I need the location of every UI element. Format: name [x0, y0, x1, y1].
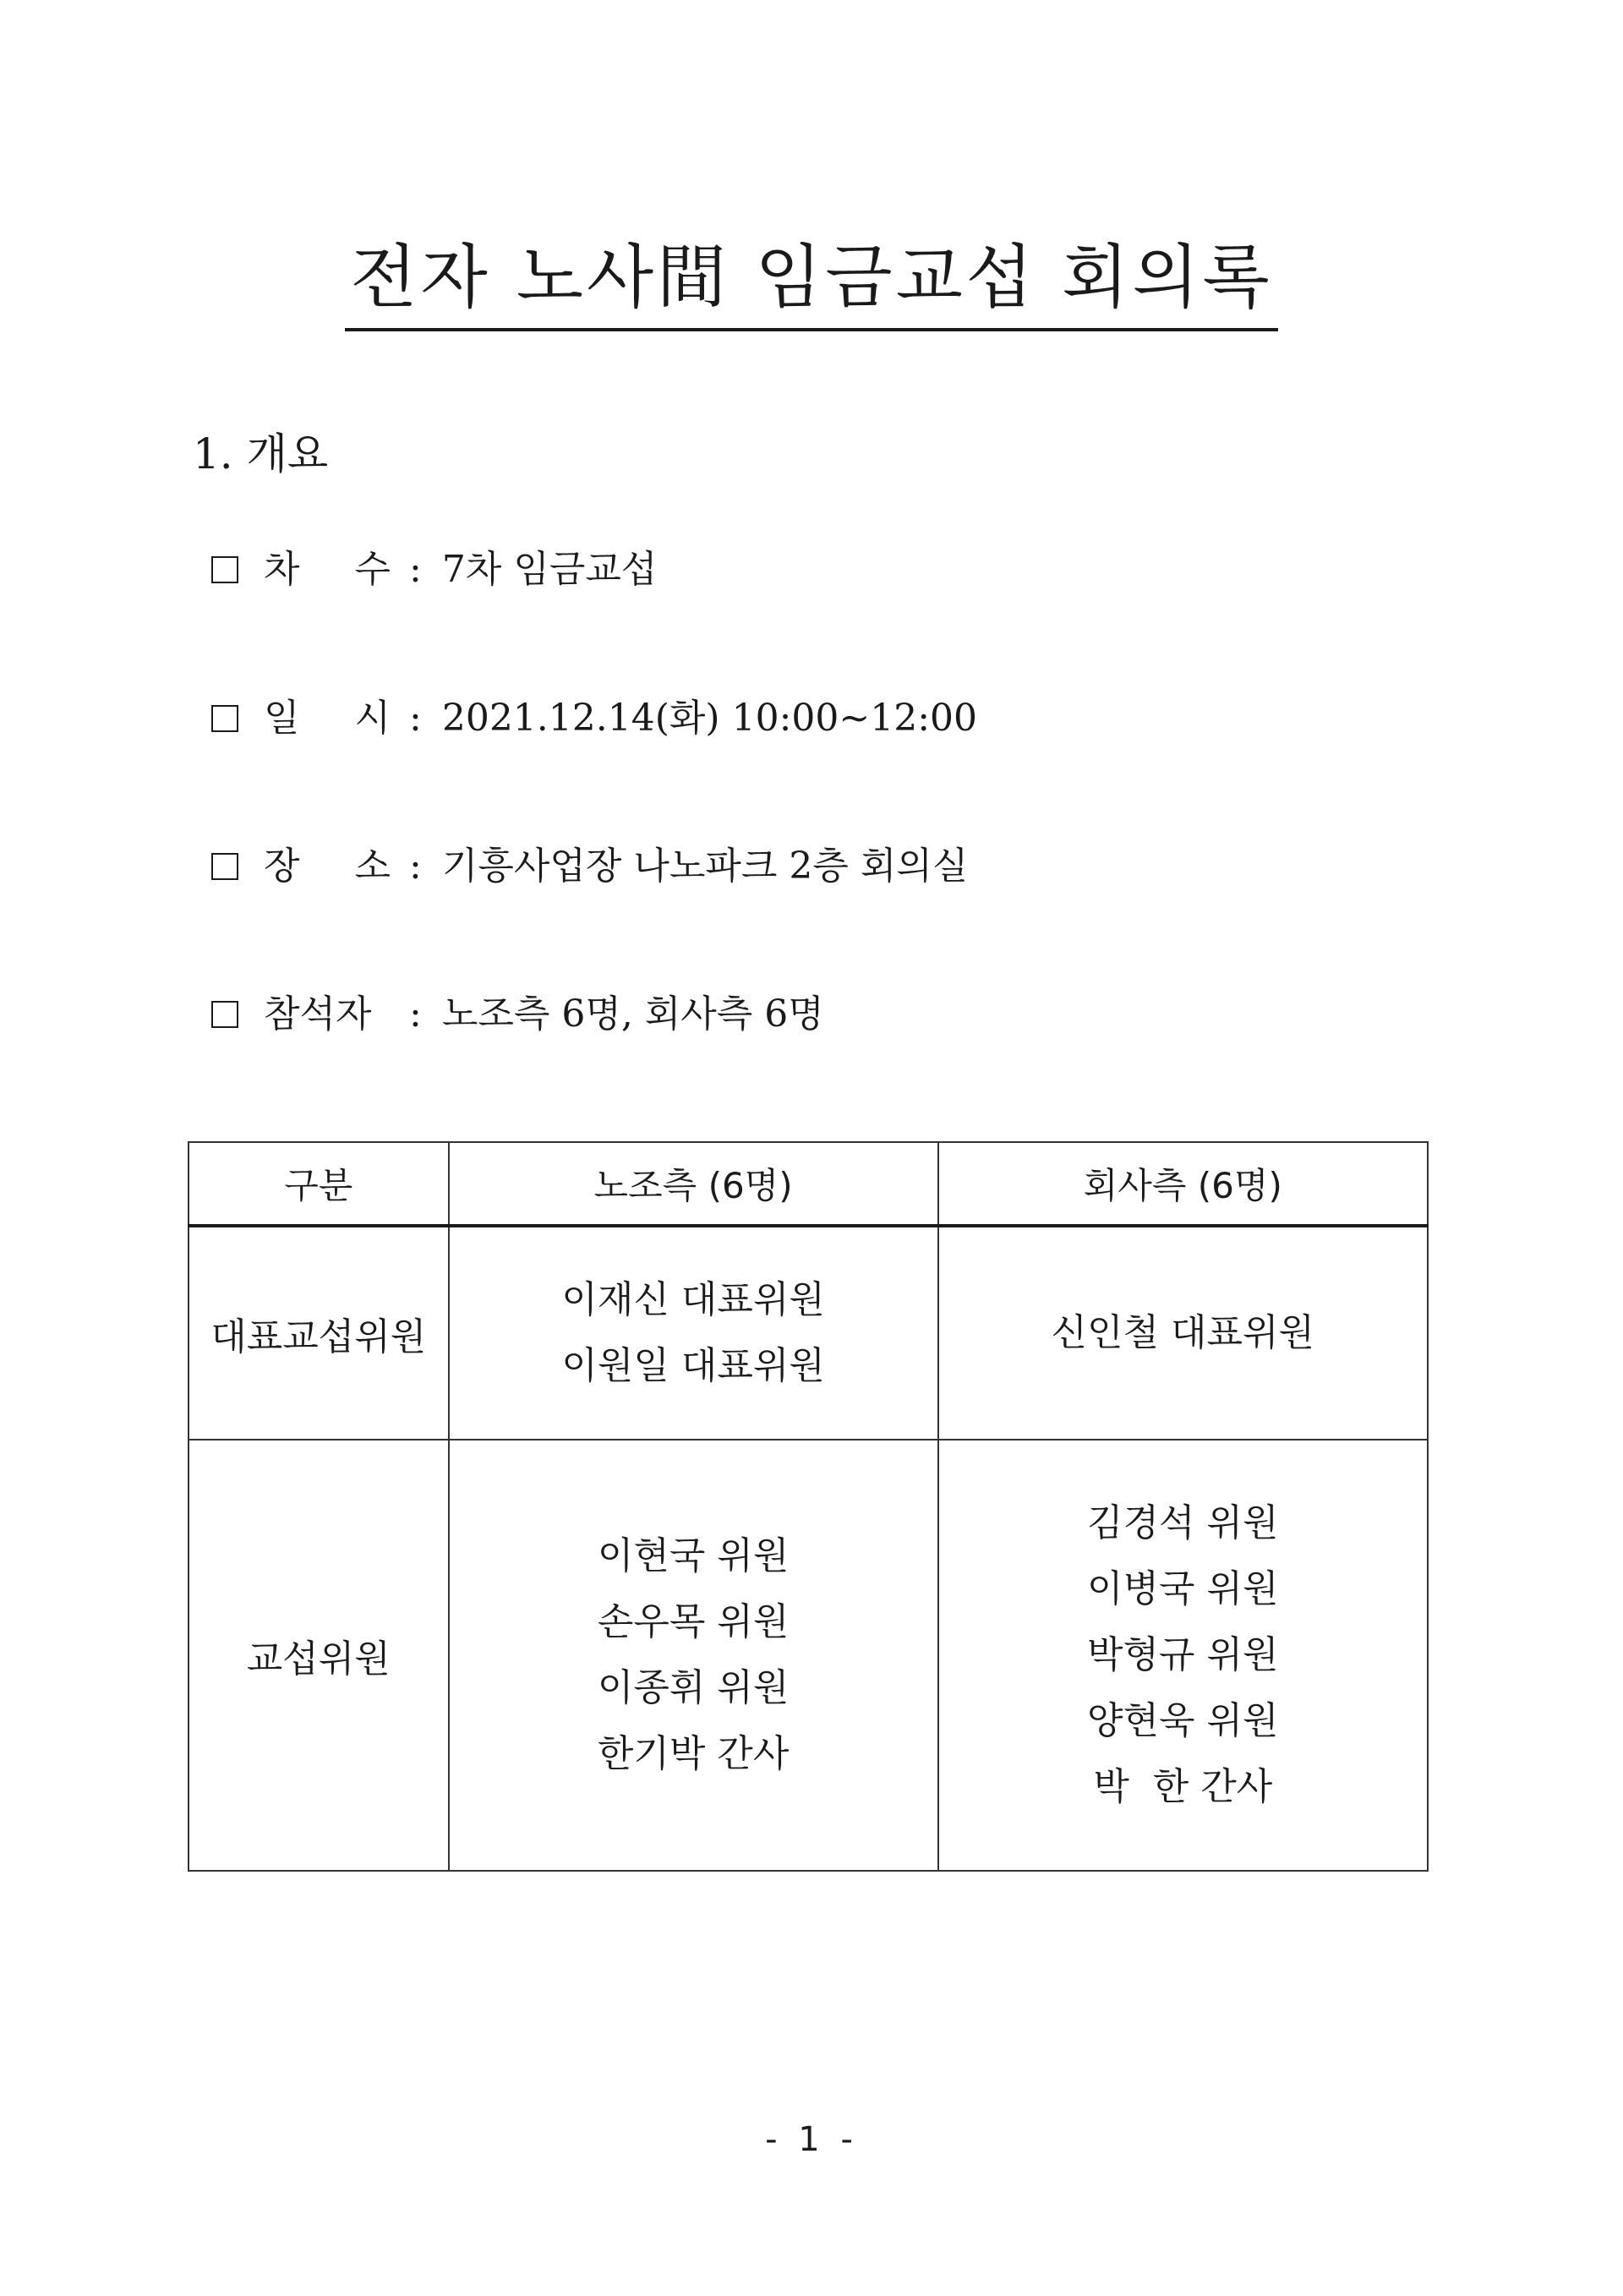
overview-label: 장 소 [264, 845, 391, 888]
overview-label: 차 수 [264, 548, 391, 591]
colon-separator: : [409, 697, 422, 740]
overview-value: 노조측 6명, 회사측 6명 [441, 992, 824, 1036]
member-name: 신인철 대표위원 [1051, 1311, 1315, 1354]
overview-value: 기흥사업장 나노파크 2층 회의실 [441, 845, 969, 888]
member-name: 이종휘 위원 [597, 1666, 790, 1709]
header-category: 구분 [189, 1142, 449, 1226]
table-row-representatives [189, 1226, 1428, 1440]
union-members-cell [449, 1226, 938, 1440]
company-members-cell [938, 1440, 1428, 1871]
union-members-cell [449, 1440, 938, 1871]
member-name: 이현국 위원 [597, 1534, 790, 1577]
checkbox-square-icon [211, 556, 238, 583]
category-cell: 대표교섭위원 [189, 1226, 449, 1440]
member-name: 이병국 위원 [1087, 1567, 1279, 1610]
colon-separator: : [409, 845, 422, 888]
header-company: 회사측 (6명) [938, 1142, 1428, 1226]
company-members-cell [938, 1226, 1428, 1440]
overview-label: 참석자 [264, 992, 372, 1036]
category-cell: 교섭위원 [189, 1440, 449, 1871]
member-name: 한기박 간사 [597, 1732, 790, 1775]
overview-item-round [211, 548, 658, 591]
member-name: 이원일 대표위원 [561, 1344, 825, 1387]
member-name: 김경석 위원 [1087, 1501, 1279, 1544]
member-name: 박 한 간사 [1093, 1765, 1273, 1808]
overview-item-location [211, 845, 969, 888]
member-name: 손우목 위원 [597, 1600, 790, 1643]
colon-separator: : [409, 992, 422, 1036]
table-header-row [189, 1142, 1428, 1226]
members-table [188, 1141, 1429, 1872]
table-row-negotiators [189, 1440, 1428, 1871]
overview-item-datetime [211, 697, 978, 740]
overview-item-attendees [211, 992, 824, 1036]
page-number: - 1 - [765, 2120, 858, 2159]
member-name: 양현욱 위원 [1087, 1699, 1279, 1742]
overview-label: 일 시 [264, 697, 391, 740]
checkbox-square-icon [211, 705, 238, 732]
member-name: 이재신 대표위원 [561, 1278, 825, 1321]
page-title [0, 238, 1623, 331]
checkbox-square-icon [211, 1001, 238, 1028]
colon-separator: : [409, 548, 422, 591]
member-name: 박형규 위원 [1087, 1633, 1279, 1676]
section-heading: 1. 개요 [193, 429, 329, 478]
header-union: 노조측 (6명) [449, 1142, 938, 1226]
overview-value: 2021.12.14(화) 10:00~12:00 [441, 697, 978, 740]
overview-value: 7차 임금교섭 [441, 548, 658, 591]
page-title-text: 전자 노사間 임금교섭 회의록 [345, 243, 1278, 331]
checkbox-square-icon [211, 853, 238, 880]
